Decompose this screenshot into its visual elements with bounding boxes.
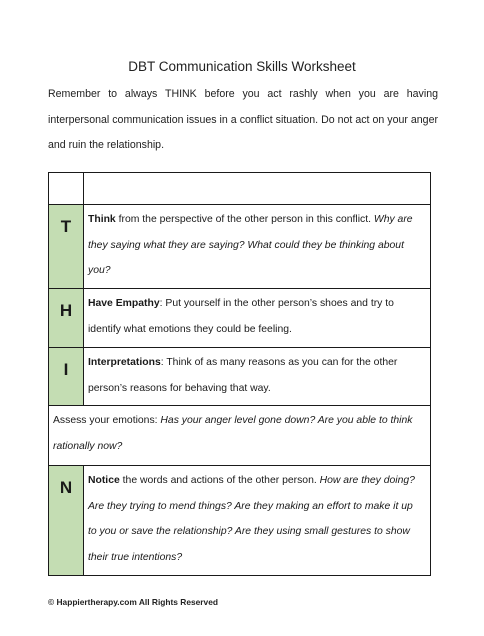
table-row-interpretations <box>49 348 431 406</box>
think-worksheet-table <box>48 172 431 576</box>
table-row-think <box>49 205 431 289</box>
text-notice: the words and actions of the other person. <box>119 475 320 486</box>
copyright-footer: © Happiertherapy.com All Rights Reserved <box>48 597 218 607</box>
header-cell-right <box>84 173 431 205</box>
table-header-row <box>49 173 431 205</box>
letter-cell-n <box>49 466 84 576</box>
term-interpretations: Interpretations <box>88 357 161 368</box>
table-row-empathy <box>49 289 431 348</box>
table-row-assess <box>49 406 431 466</box>
question-think: Why are they saying what they are saying? What could they be thinking about you? <box>88 214 413 276</box>
content-cell-empathy <box>84 289 431 348</box>
term-notice: Notice <box>88 475 120 486</box>
term-empathy: Have Empathy <box>88 298 160 309</box>
header-cell-left <box>49 173 84 205</box>
content-cell-interpretations <box>84 348 431 406</box>
letter-cell-i <box>49 348 84 406</box>
letter-i: I <box>63 360 69 379</box>
label-assess: Assess your emotions: <box>53 415 161 426</box>
table-row-notice <box>49 466 431 576</box>
letter-cell-t <box>49 205 84 289</box>
text-think: from the perspective of the other person in this conflict. <box>115 214 374 225</box>
letter-t: T <box>60 217 72 236</box>
letter-cell-h <box>49 289 84 348</box>
letter-n: N <box>59 478 73 497</box>
content-cell-notice <box>84 466 431 576</box>
page-title: DBT Communication Skills Worksheet <box>128 59 356 74</box>
text-empathy: : Put yourself in the other person’s shoes and try to identify what emotions they could be feeling. <box>88 298 394 335</box>
content-cell-think <box>84 205 431 289</box>
letter-h: H <box>59 301 73 320</box>
question-assess: Has your anger level gone down? Are you able to think rationally now? <box>53 415 413 452</box>
intro-paragraph: Remember to always THINK before you act rashly when you are having interpersonal communication issues in a conflict situation. Do not act on your anger and ruin the relationship. <box>48 88 438 151</box>
content-cell-assess <box>49 406 431 466</box>
question-notice: How are they doing? Are they trying to mend things? Are they making an effort to make it up to you or save the relationship? Are they using small gestures to show their true intentions? <box>88 475 415 563</box>
text-interpretations: : Think of as many reasons as you can for the other person’s reasons for behaving that way. <box>88 357 398 394</box>
term-think: Think <box>88 214 116 225</box>
